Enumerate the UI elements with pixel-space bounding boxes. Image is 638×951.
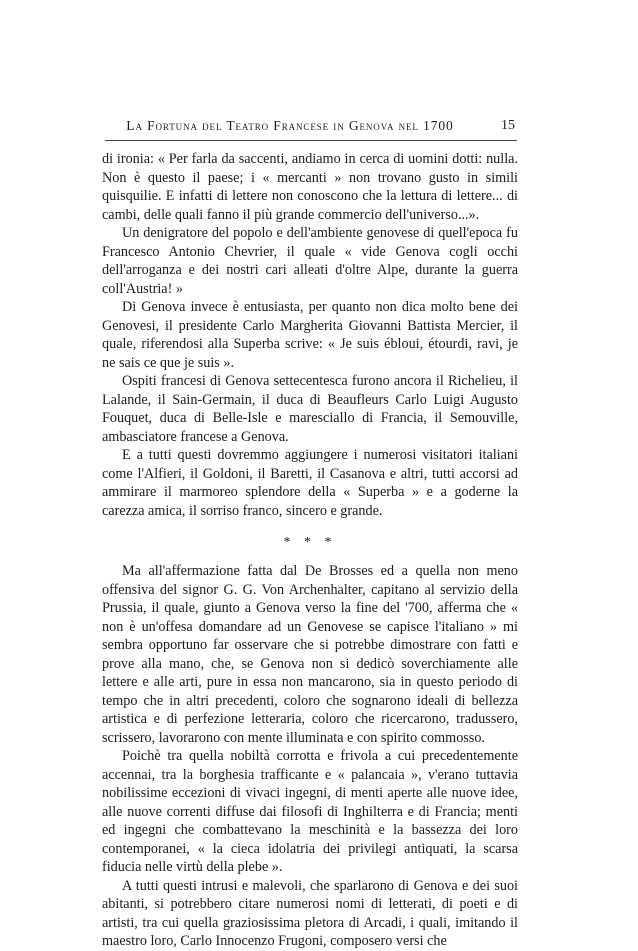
page-header — [105, 118, 517, 138]
paragraph: Ospiti francesi di Genova settecentesca furono ancora il Richelieu, il Lalande, il Sain-Germain, il duca di Beaufleurs Carlo Luigi Augusto Fouquet, duca di Belle-Isle e maresciallo di Francia, il Semouville, ambasciatore francese a Genova. — [102, 373, 518, 445]
paragraph: A tutti questi intrusi e malevoli, che sparlarono di Genova e dei suoi abitanti, si potrebbero citare numerosi nomi di letterati, di poeti e di artisti, tra cui quella graziosissima pletora di Arcadi, i quali, imitando il maestro loro, Carlo Innocenzo Frugoni, composero versi che — [102, 877, 518, 949]
paragraph: Di Genova invece è entusiasta, per quanto non dica molto bene dei Genovesi, il presidente Carlo Margherita Giovanni Battista Mercier, il quale, riferendosi alla Superba scrive: « Je suis ébloui, étourdi, ravi, je ne sais ce que je suis ». — [102, 299, 518, 371]
paragraph: Un denigratore del popolo e dell'ambiente genovese di quell'epoca fu Francesco Antonio Chevrier, il quale « vide Genova cogli occhi dell'arroganza e dei nostri cari alleati d'oltre Alpe, durante la guerra coll'Austria! » — [102, 225, 518, 297]
body-text — [102, 150, 518, 951]
page-number: 15 — [501, 118, 515, 133]
header-rule — [105, 140, 517, 141]
section-separator: * * * — [283, 535, 337, 550]
paragraph: di ironia: « Per farla da saccenti, andiamo in cerca di uomini dotti: nulla. Non è questo il paese; i « mercanti » non trovano gusto in simili quisquilie. E infatti di lettere non conoscono che la lettura di lettere... di cambi, delle quali fanno il più grande commercio dell'universo...». — [102, 151, 518, 223]
paragraph: E a tutti questi dovremmo aggiungere i numerosi visitatori italiani come l'Alfieri, il Goldoni, il Baretti, il Casanova e altri, tutti accorsi ad ammirare il marmoreo splendore della « Superba » e a goderne la carezza amica, il sorriso franco, sincero e grande. — [102, 447, 518, 519]
paragraph: Poichè tra quella nobiltà corrotta e frivola a cui precedentemente accennai, tra la borghesia trafficante e « palancaia », v'erano tuttavia nobilissime eccezioni di vivaci ingegni, di menti aperte alle nuove idee, alle nuove correnti diffuse dai filosofi di Inghilterra e di Francia; menti ed ingegni che combattevano la meschinità e la bassezza dei loro contemporanei, « la cieca idolatria dei privilegi antiquati, la scarsa fiducia nelle virtù della plebe ». — [102, 748, 518, 875]
running-title: La Fortuna del Teatro Francese in Genova nel 1700 — [126, 118, 454, 133]
paragraph: Ma all'affermazione fatta dal De Brosses ed a quella non meno offensiva del signor G. G. Von Archenhalter, capitano al servizio della Prussia, il quale, giunto a Genova verso la fine del '700, afferma che « non è un'offesa domandare ad un Genovese se capisce l'italiano » mi sembra opportuno far osservare che si potrebbe dimostrare con fatti e prove alla mano, che, se Genova non si dedicò soverchiamente alle lettere e alle arti, pure in essa non mancarono, sia in questo periodo di tempo che in altri precedenti, coloro che sognarono ideali di bellezza artistica e di perfezione letteraria, coloro che ricercarono, tradussero, scrissero, lavorarono con mente illuminata e con spirito commosso. — [102, 563, 518, 746]
